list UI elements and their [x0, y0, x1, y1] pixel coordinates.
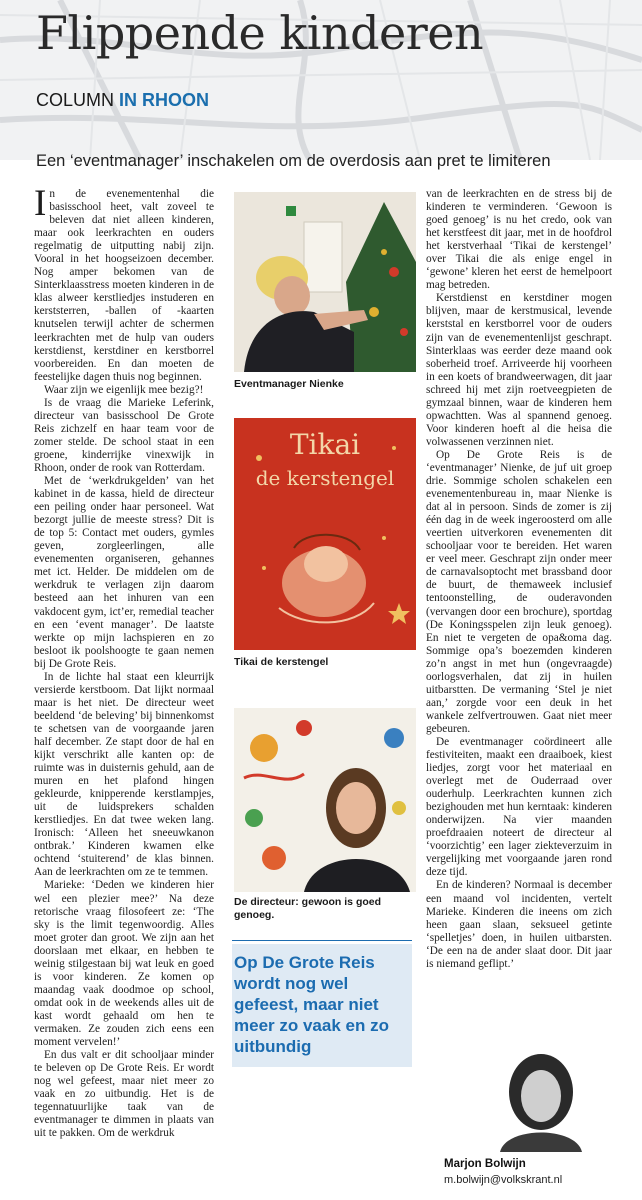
director-photo-graphic [234, 708, 416, 892]
paragraph: In de lichte hal staat een kleurrijk versierde kerstboom. Dat lijkt normaal maar is het niet. De directeur weet beeldend ‘de beleving’ bij binnenkomst te schetsen van de voorgaande jaren half december. Ze stapt door de hal en kijkt verschrikt alle kanten op: de ruimte was in duisternis gehuld, aan de muren en het plafond hingen gekleurde, knipperende kerstlampjes, uit de luidsprekers schalden kerstliedjes. En dat twee weken lang. Ironisch: ‘Alleen het sneeuwkanon ontbrak.’ Kinderen kwamen elke ochtend ‘stuiterend’ de klas binnen. Aan de leerkrachten om ze te temmen. [34, 670, 214, 879]
photo-caption: Tikai de kerstengel [234, 656, 329, 668]
column-label [36, 90, 209, 111]
paragraph: In de evenementenhal die basisschool heet, valt zoveel te beleven dat niet alleen kinderen, maar ook leerkrachten en ouders regelmatig de uitputting nabij zijn. Vooral in het hoogseizoen december. Nog amper bekomen van de Sinterklaasstress moeten kinderen in de klas alweer kerstliedjes instuderen en kerststerren, -ballen of -kaarten knutselen terwijl achter de schermen leerkrachten met de hulp van ouders kerstdienst, kerstdiner en kerstborrel voorbereiden. En dan moeten de feestelijke dagen thuis nog beginnen. [34, 188, 214, 383]
eventmanager-photo-graphic [234, 192, 416, 372]
pull-quote: Op De Grote Reis wordt nog wel gefeest, maar niet meer zo vaak en zo uitbundig [232, 944, 412, 1067]
article-column-1 [34, 188, 214, 1198]
paragraph: En dus valt er dit schooljaar minder te beleven op De Grote Reis. Er wordt nog wel gefeest, maar niet meer zo vaak en zo uitbundig. Het is de tegennatuurlijke taak van de eventmanager te dimmen in plaats van uit te pakken. Om de werkdruk [34, 1049, 214, 1140]
column-prefix: COLUMN [36, 90, 115, 110]
column-place: IN RHOON [119, 90, 210, 110]
photo-book-cover [234, 418, 416, 650]
paragraph: Is de vraag die Marieke Leferink, directeur van basisschool De Grote Reis zichzelf en haar team voor de zomer stelde. De school staat in een groene, kinderrijke vinexwijk in Rhoon, onder de rook van Rotterdam. [34, 396, 214, 474]
photo-caption: Eventmanager Nienke [234, 378, 344, 390]
author-email: m.bolwijn@volkskrant.nl [444, 1174, 563, 1186]
drop-cap: I [34, 188, 47, 224]
photo-caption: De directeur: gewoon is goed genoeg. [234, 896, 382, 921]
paragraph: De eventmanager coördineert alle festiviteiten, maakt een draaiboek, kiest liedjes, zorgt voor het materiaal en overlegt met de Ouderraad over ouderhulp. Leerkrachten kunnen zich bezighouden met hun kerntaak: kinderen onderwijzen. Na vier maanden proefdraaien noteert de directeur al ‘voorzichtig’ een lager ziekteverzuim in vergelijking met voorgaande jaren rond deze tijd. [426, 735, 612, 879]
paragraph: Kerstdienst en kerstdiner mogen blijven, maar de kerstmusical, levende kerststal en kerstborrel voor de ouders zijn van de evenementenlijst geschrapt. Sinterklaas was eerder deze maand ook soberheid troef. Arriveerde hij voorheen in een koets of brandweerwagen, dit jaar schreed hij met zijn roetveegpieten de gymzaal binnen, waar de kinderen hem opwachtten. Was al spannend genoeg. Voor kinderen hoeft al die heisa die volwassenen verzinnen niet. [426, 292, 612, 448]
book-title-line1: Tikai [289, 428, 361, 461]
book-title-line2: de kerstengel [255, 466, 395, 490]
paragraph: Marieke: ‘Deden we kinderen hier wel een plezier mee?’ Na deze retorische vraag filosofeert ze: ‘The sky is the limit tegenwoordig. Alles moet groter dan groot. We zijn aan het doorslaan met elkaar, en hebben te weinig stilgestaan bij wat leuk en goed is voor kinderen. Ze komen op maandag vaak doodmoe op school, omdat ook in de weekends alles uit de kast wordt gehaald om hen te vermaken. Ze zouden zich eens een moment vervelen!’ [34, 879, 214, 1049]
article-column-3 [426, 188, 612, 1048]
pull-quote-rule [232, 940, 412, 941]
paragraph: van de leerkrachten en de stress bij de kinderen te verminderen. ‘Gewoon is goed genoeg’ is nu het credo, ook van het kerstfeest dit jaar, met in de hoofdrol het kerstverhaal ‘Tikai de kerstengel’ over Tikai die als enige engel in ‘gewone’ kleren het eerst de hemelpoort mag betreden. [426, 188, 612, 292]
photo-eventmanager [234, 192, 416, 372]
author-portrait-graphic [486, 1048, 596, 1152]
paragraph: Op De Grote Reis is de ‘eventmanager’ Nienke, de juf uit groep drie. Sommige scholen schakelen een evenementenbureau in, maar Nienke is dat al in persoon. Sinds de zomer is zij één dag in de week ingeroosterd om alle veertien uitverkoren evenementen dit schooljaar voor te bereiden. Het waren er veel meer. Geschrapt zijn onder meer de carnavalsoptocht met brassband door de buurt, de themaweek inclusief tentoonstelling, de ouderavonden (vervangen door een brochure), sportdag (De Koningsspelen zijn leuk genoeg). En niet te vergeten de opa&oma dag. Sommige opa’s boezemden kinderen zo’n angst in met hun (ongevraagde) oorlogsverhalen, dat zij in huilen uitbarstten. De vermaning ‘Stel je niet aan,’ zorgde voor een deuk in het wankele zelfvertrouwen. Gaat niet meer gebeuren. [426, 448, 612, 735]
photo-director [234, 708, 416, 892]
article-subtitle: Een ‘eventmanager’ inschakelen om de overdosis aan pret te limiteren [36, 152, 551, 170]
author-name: Marjon Bolwijn [444, 1158, 526, 1170]
paragraph: En de kinderen? Normaal is december een maand vol incidenten, vertelt Marieke. Kinderen die ineens om zich heen gaan slaan, seksueel getinte ‘spelletjes’ doen, in huilen uitbarsten. ‘De een na de ander slaat door. Dit jaar is niemand geflipt.’ [426, 879, 612, 970]
author-portrait [486, 1048, 596, 1152]
article-headline: Flippende kinderen [36, 6, 484, 60]
paragraph: Met de ‘werkdrukgelden’ van het kabinet in de kassa, hield de directeur een peiling onder haar personeel. Wat bezorgt jullie de meeste stress? Dit is de top 5: Contact met ouders, gymles geven, zorgleerlingen, alle evenementen organiseren, gehannes met ict. Helder. De middelen om de werkdruk te verlagen zijn daarom besteed aan het inhuren van een vakdocent gym, ict’er, remedial teacher en een ‘event manager’. De laatste werkte op mijn lachspieren en zo besloot ik poolshoogte te gaan nemen bij De Grote Reis. [34, 475, 214, 670]
paragraph: Waar zijn we eigenlijk mee bezig?! [44, 383, 204, 396]
